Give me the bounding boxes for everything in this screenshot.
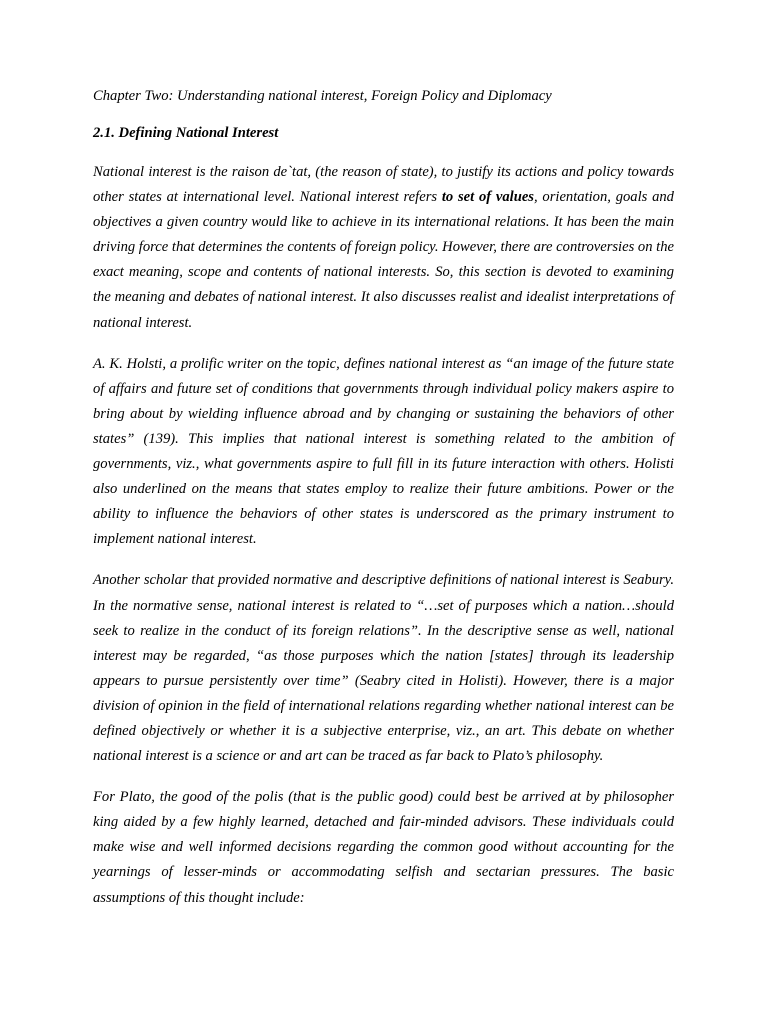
paragraph-text: , orientation, goals and objectives a given country would like to achieve in its international relations. It has been the main driving force that determines the contents of foreign policy. However, there are controversies on the exact meaning, scope and contents of national interests. So, this section is devoted to examining the meaning and debates of national interest. It also discusses realist and idealist interpretations of national interest. [93,189,674,331]
chapter-title: Chapter Two: Understanding national interest, Foreign Policy and Diplomacy [93,88,552,104]
paragraph-seabury: Another scholar that provided normative and descriptive definitions of national interest is Seabury. In the normative sense, national interest is related to “…set of purposes which a nation…should seek to realize in the conduct of its foreign relations”. In the descriptive sense as well, national interest may be regarded, “as those purposes which the nation [states] through its leadership appears to pursue persistently over time” (Seabry cited in Holisti). However, there is a major division of opinion in the field of international relations regarding whether national interest can be defined objectively or whether it is a subjective enterprise, viz., an art. This debate on whether national interest is a science or and art can be traced as far back to Plato’s philosophy. [93,572,674,765]
paragraph-plato: For Plato, the good of the polis (that is the public good) could best be arrived at by philosopher king aided by a few highly learned, detached and fair-minded advisors. These individuals could make wise and well informed decisions regarding the common good without accounting for the yearnings of lesser-minds or accommodating selfish and sectarian pressures. The basic assumptions of this thought include: [93,789,674,906]
paragraph-national-interest-definition [93,160,674,336]
paragraph-holsti: A. K. Holsti, a prolific writer on the topic, defines national interest as “an image of the future state of affairs and future set of conditions that governments through individual policy makers aspire to bring about by wielding influence abroad and by changing or sustaining the behaviors of other states” (139). This implies that national interest is something related to the ambition of governments, viz., what governments aspire to full fill in its future interaction with others. Holisti also underlined on the means that states employ to realize their future ambitions. Power or the ability to influence the behaviors of other states is underscored as the primary instrument to implement national interest. [93,355,674,548]
section-heading: 2.1. Defining National Interest [93,125,279,141]
paragraph-text: National interest is the raison de`tat, (the reason of state), to justify its actions and policy towards other states at international level. National interest refers [93,164,674,206]
document-page [93,86,674,911]
emphasized-phrase: to set of values [441,189,534,206]
